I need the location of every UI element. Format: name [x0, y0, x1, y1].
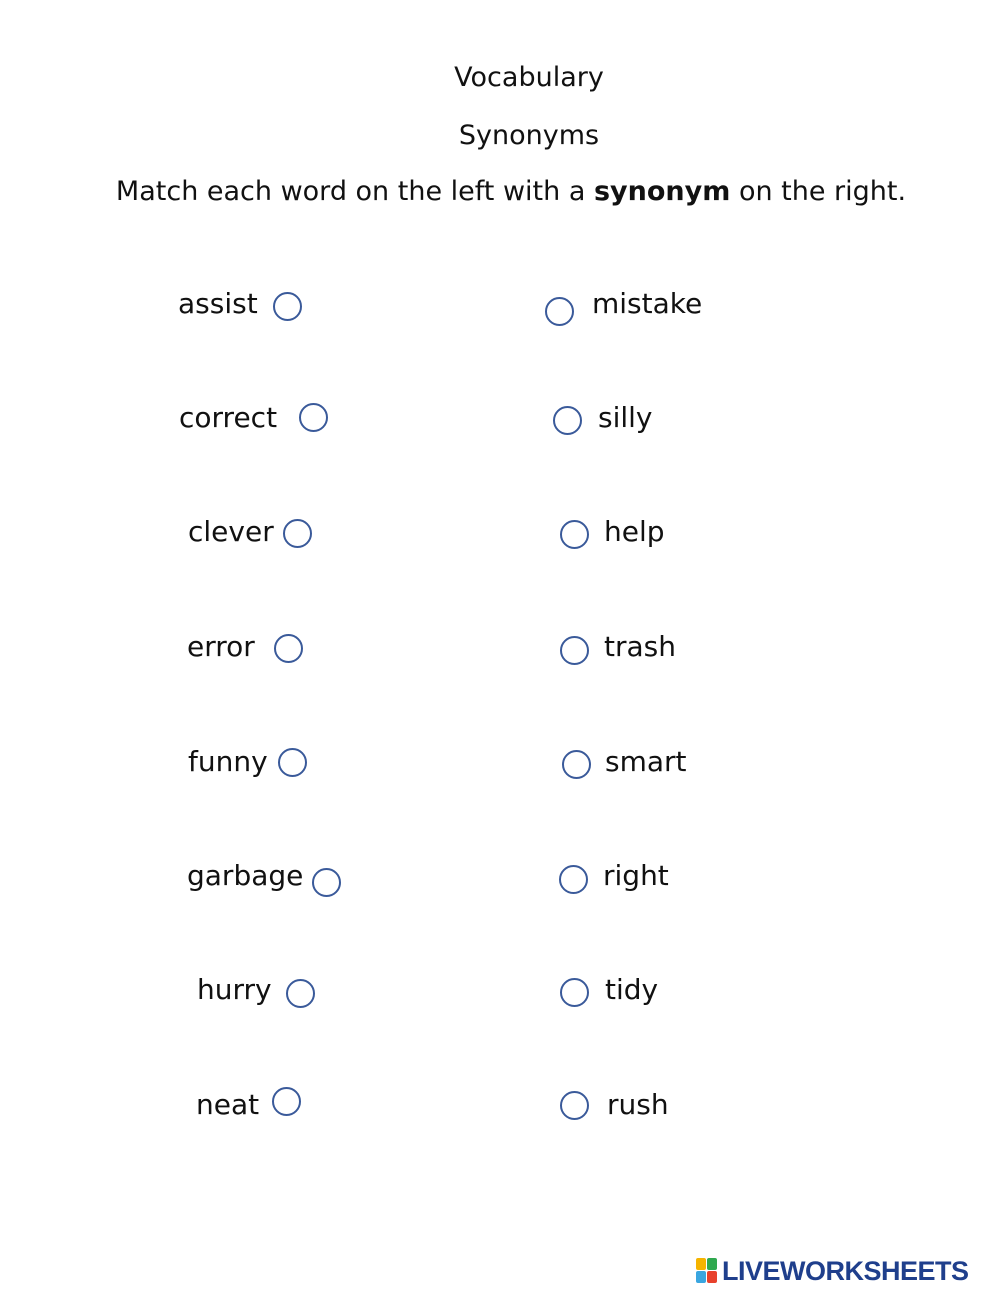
right-word-mistake: mistake	[592, 287, 703, 320]
left-word-clever: clever	[188, 515, 274, 548]
right-word-silly: silly	[598, 401, 653, 434]
liveworksheets-brand-text: LIVEWORKSHEETS	[722, 1255, 969, 1286]
instructions-text-end: on the right.	[730, 176, 907, 207]
liveworksheets-logo-icon	[696, 1258, 718, 1284]
left-word-funny: funny	[188, 745, 268, 778]
left-word-assist: assist	[178, 287, 258, 320]
instructions	[0, 176, 1000, 207]
right-word-smart: smart	[605, 745, 687, 778]
right-word-help: help	[604, 515, 665, 548]
left-word-hurry: hurry	[197, 973, 272, 1006]
right-word-right: right	[603, 859, 669, 892]
left-match-circle-funny[interactable]	[278, 748, 307, 777]
right-match-circle-rush[interactable]	[560, 1091, 589, 1120]
right-word-rush: rush	[607, 1088, 669, 1121]
instructions-bold-word: synonym	[593, 176, 731, 207]
right-word-tidy: tidy	[605, 973, 659, 1006]
right-match-circle-mistake[interactable]	[545, 297, 574, 326]
right-match-circle-tidy[interactable]	[560, 978, 589, 1007]
right-match-circle-trash[interactable]	[560, 636, 589, 665]
left-word-correct: correct	[179, 401, 278, 434]
left-match-circle-correct[interactable]	[299, 403, 328, 432]
left-word-neat: neat	[196, 1088, 260, 1121]
page-subtitle: Synonyms	[458, 120, 600, 151]
left-word-garbage: garbage	[187, 859, 304, 892]
left-match-circle-neat[interactable]	[272, 1087, 301, 1116]
left-match-circle-error[interactable]	[274, 634, 303, 663]
liveworksheets-branding	[696, 1254, 969, 1288]
left-match-circle-assist[interactable]	[273, 292, 302, 321]
right-word-trash: trash	[604, 630, 676, 663]
right-match-circle-silly[interactable]	[553, 406, 582, 435]
left-match-circle-garbage[interactable]	[312, 868, 341, 897]
right-match-circle-smart[interactable]	[562, 750, 591, 779]
page-title: Vocabulary	[454, 62, 604, 93]
left-word-error: error	[187, 630, 255, 663]
left-match-circle-hurry[interactable]	[286, 979, 315, 1008]
instructions-text-start: Match each word on the left with a	[115, 176, 594, 207]
right-match-circle-help[interactable]	[560, 520, 589, 549]
left-match-circle-clever[interactable]	[283, 519, 312, 548]
right-match-circle-right[interactable]	[559, 865, 588, 894]
